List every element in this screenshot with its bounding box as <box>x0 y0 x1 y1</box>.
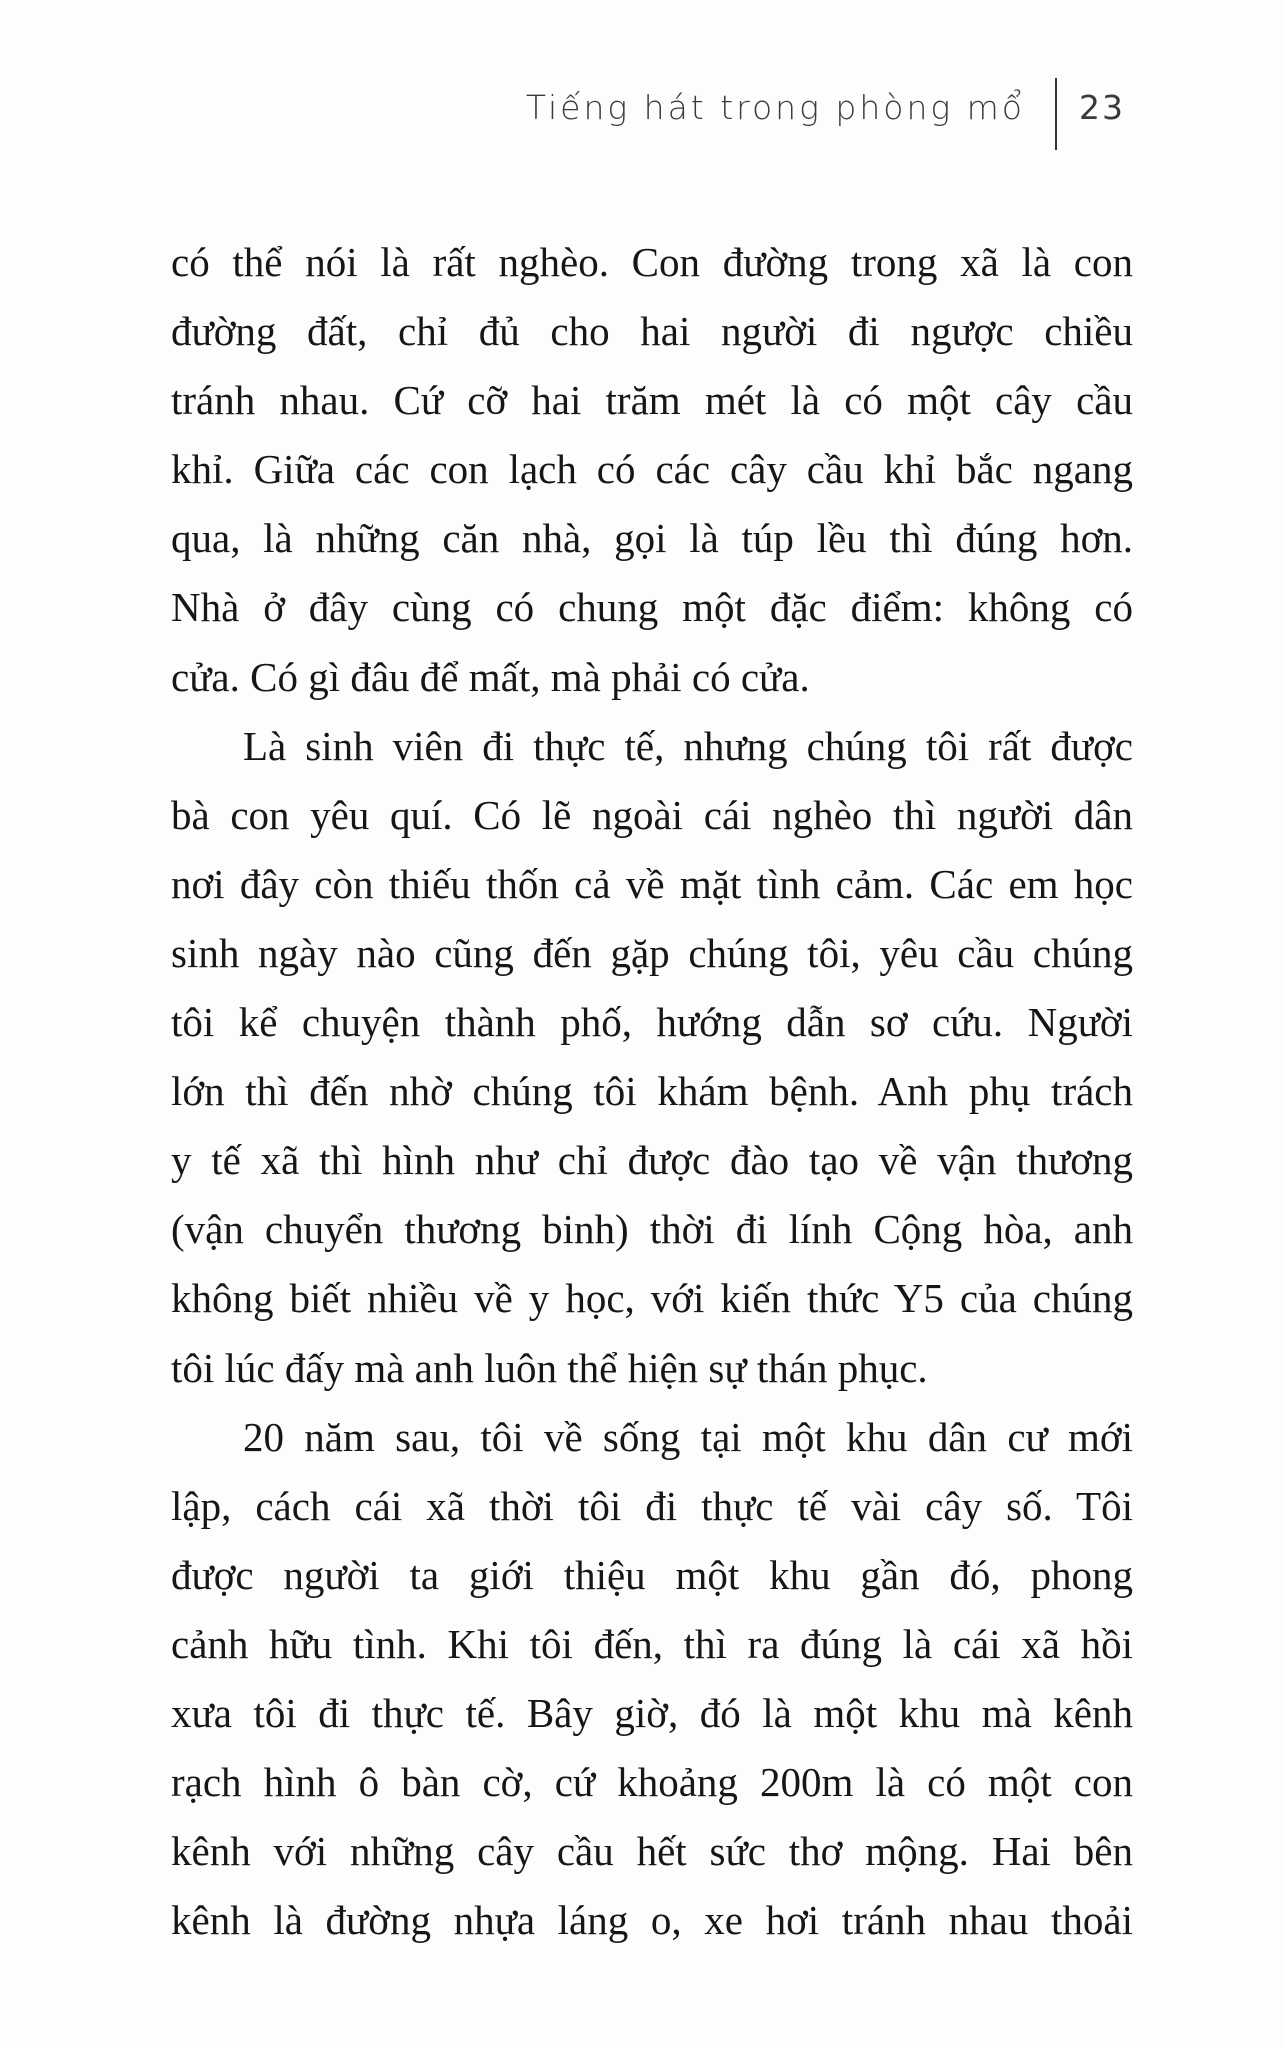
text-line: khỉ. Giữa các con lạch có các cây cầu khỉ bắc ngang <box>171 446 1133 493</box>
body-text <box>171 228 1133 1955</box>
running-header <box>526 78 1125 154</box>
text-line: lớn thì đến nhờ chúng tôi khám bệnh. Anh phụ trách <box>171 1068 1133 1115</box>
text-line: cảnh hữu tình. Khi tôi đến, thì ra đúng là cái xã hồi <box>171 1620 1133 1667</box>
text-line: xưa tôi đi thực tế. Bây giờ, đó là một khu mà kênh <box>171 1689 1133 1736</box>
text-line: y tế xã thì hình như chỉ được đào tạo về vận thương <box>171 1137 1133 1184</box>
text-line: sinh ngày nào cũng đến gặp chúng tôi, yêu cầu chúng <box>171 929 1133 976</box>
header-divider <box>1055 78 1057 150</box>
text-line: kênh là đường nhựa láng o, xe hơi tránh nhau thoải <box>171 1897 1133 1944</box>
text-line: không biết nhiều về y học, với kiến thức Y5 của chúng <box>171 1275 1133 1322</box>
text-line: Nhà ở đây cùng có chung một đặc điểm: không có <box>171 584 1133 631</box>
text-line: lập, cách cái xã thời tôi đi thực tế vài cây số. Tôi <box>171 1482 1133 1529</box>
text-line: cửa. Có gì đâu để mất, mà phải có cửa. <box>171 653 810 700</box>
text-line: (vận chuyển thương binh) thời đi lính Cộng hòa, anh <box>171 1206 1133 1253</box>
text-line: bà con yêu quí. Có lẽ ngoài cái nghèo thì người dân <box>171 791 1133 838</box>
text-line: kênh với những cây cầu hết sức thơ mộng. Hai bên <box>171 1828 1133 1875</box>
text-line: đường đất, chỉ đủ cho hai người đi ngược chiều <box>171 308 1133 355</box>
text-line: rạch hình ô bàn cờ, cứ khoảng 200m là có một con <box>171 1759 1133 1806</box>
paragraph <box>171 228 1133 712</box>
text-line: có thể nói là rất nghèo. Con đường trong xã là con <box>171 239 1133 285</box>
text-line: tôi lúc đấy mà anh luôn thể hiện sự thán phục. <box>171 1344 928 1391</box>
text-line: Là sinh viên đi thực tế, nhưng chúng tôi rất được <box>243 722 1133 769</box>
text-line: qua, là những căn nhà, gọi là túp lều thì đúng hơn. <box>171 515 1133 562</box>
running-title: Tiếng hát trong phòng mổ <box>525 88 1025 127</box>
text-line: tôi kể chuyện thành phố, hướng dẫn sơ cứu. Người <box>171 999 1133 1046</box>
text-line: tránh nhau. Cứ cỡ hai trăm mét là có một cây cầu <box>171 377 1133 424</box>
page-number: 23 <box>1079 88 1125 127</box>
text-line: nơi đây còn thiếu thốn cả về mặt tình cảm. Các em học <box>171 860 1133 907</box>
text-line: 20 năm sau, tôi về sống tại một khu dân cư mới <box>243 1413 1133 1460</box>
text-line: được người ta giới thiệu một khu gần đó, phong <box>171 1551 1133 1598</box>
paragraph <box>171 712 1133 1403</box>
paragraph <box>171 1403 1133 1956</box>
